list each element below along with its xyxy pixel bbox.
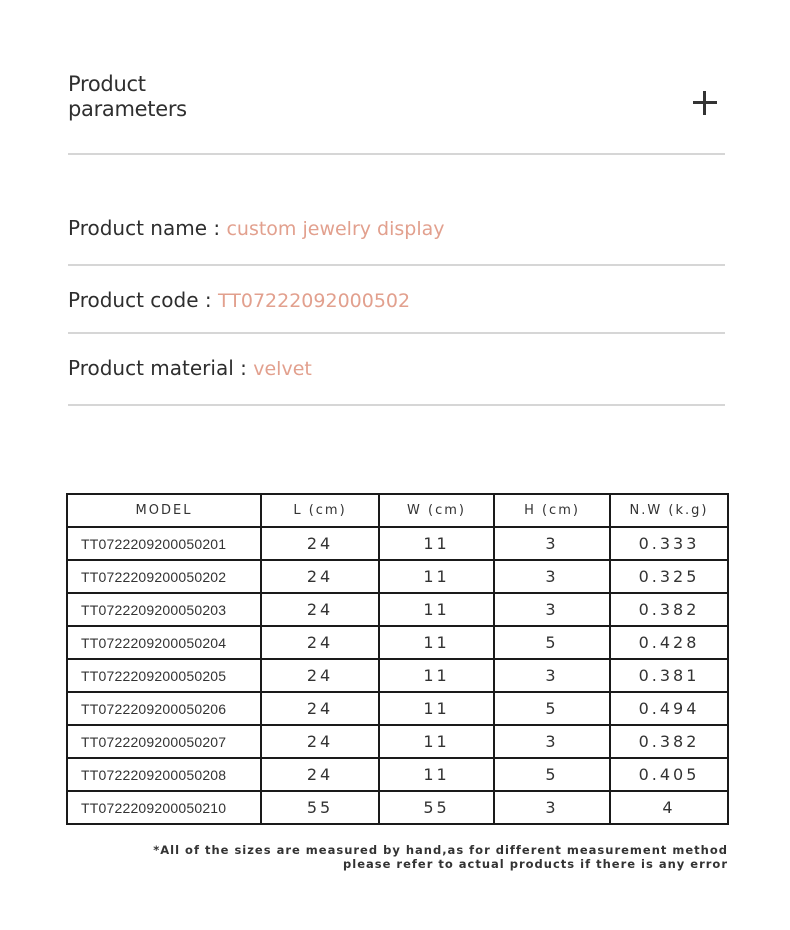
product-name-value: custom jewelry display — [226, 218, 445, 240]
footnote-line-2: please refer to actual products if there is any error — [343, 857, 728, 871]
cell-width: 11 — [379, 593, 494, 626]
section-title-line-2: parameters — [68, 97, 187, 121]
table-row — [67, 758, 728, 791]
footnote-line-1: *All of the sizes are measured by hand,as for different measurement method — [153, 843, 728, 857]
cell-length: 24 — [261, 560, 379, 593]
cell-model: TT0722209200050205 — [67, 659, 261, 692]
product-name-row — [68, 216, 445, 241]
table-row — [67, 659, 728, 692]
product-material-value: velvet — [253, 358, 312, 380]
cell-model: TT0722209200050201 — [67, 527, 261, 560]
cell-model: TT0722209200050206 — [67, 692, 261, 725]
header-height: H (cm) — [494, 494, 610, 527]
table-row — [67, 626, 728, 659]
measurement-footnote — [153, 843, 728, 871]
cell-height: 5 — [494, 758, 610, 791]
cell-length: 24 — [261, 692, 379, 725]
cell-height: 3 — [494, 593, 610, 626]
cell-height: 3 — [494, 791, 610, 824]
cell-net-weight: 0.405 — [610, 758, 728, 791]
cell-model: TT0722209200050210 — [67, 791, 261, 824]
table-row — [67, 725, 728, 758]
cell-width: 11 — [379, 725, 494, 758]
table-header-row — [67, 494, 728, 527]
divider-material — [68, 404, 725, 406]
section-title — [68, 72, 268, 122]
table-row — [67, 593, 728, 626]
cell-length: 24 — [261, 593, 379, 626]
cell-length: 24 — [261, 626, 379, 659]
cell-length: 24 — [261, 527, 379, 560]
header-net-weight: N.W (k.g) — [610, 494, 728, 527]
cell-net-weight: 0.428 — [610, 626, 728, 659]
divider-code — [68, 332, 725, 334]
plus-icon[interactable] — [692, 90, 718, 116]
cell-model: TT0722209200050208 — [67, 758, 261, 791]
cell-width: 11 — [379, 527, 494, 560]
table-row — [67, 560, 728, 593]
table-row — [67, 791, 728, 824]
cell-width: 11 — [379, 626, 494, 659]
product-code-row — [68, 288, 410, 313]
product-name-label: Product name : — [68, 216, 227, 240]
header-model: MODEL — [67, 494, 261, 527]
cell-height: 3 — [494, 725, 610, 758]
cell-length: 55 — [261, 791, 379, 824]
divider-header — [68, 153, 725, 155]
cell-net-weight: 0.382 — [610, 725, 728, 758]
cell-net-weight: 0.333 — [610, 527, 728, 560]
cell-length: 24 — [261, 725, 379, 758]
cell-height: 5 — [494, 626, 610, 659]
product-code-label: Product code : — [68, 288, 218, 312]
cell-height: 3 — [494, 560, 610, 593]
cell-model: TT0722209200050202 — [67, 560, 261, 593]
cell-net-weight: 4 — [610, 791, 728, 824]
cell-width: 11 — [379, 560, 494, 593]
header-length: L (cm) — [261, 494, 379, 527]
cell-width: 11 — [379, 758, 494, 791]
cell-model: TT0722209200050203 — [67, 593, 261, 626]
cell-width: 11 — [379, 659, 494, 692]
cell-height: 5 — [494, 692, 610, 725]
cell-model: TT0722209200050204 — [67, 626, 261, 659]
cell-length: 24 — [261, 758, 379, 791]
header-width: W (cm) — [379, 494, 494, 527]
cell-height: 3 — [494, 527, 610, 560]
cell-net-weight: 0.494 — [610, 692, 728, 725]
cell-net-weight: 0.382 — [610, 593, 728, 626]
divider-name — [68, 264, 725, 266]
cell-height: 3 — [494, 659, 610, 692]
cell-net-weight: 0.325 — [610, 560, 728, 593]
cell-length: 24 — [261, 659, 379, 692]
table-row — [67, 527, 728, 560]
cell-net-weight: 0.381 — [610, 659, 728, 692]
cell-width: 11 — [379, 692, 494, 725]
size-spec-table — [66, 493, 729, 825]
product-material-row — [68, 356, 312, 381]
table-row — [67, 692, 728, 725]
product-material-label: Product material : — [68, 356, 254, 380]
cell-width: 55 — [379, 791, 494, 824]
cell-model: TT0722209200050207 — [67, 725, 261, 758]
product-code-value: TT07222092000502 — [217, 290, 411, 312]
section-title-line-1: Product — [68, 72, 146, 96]
